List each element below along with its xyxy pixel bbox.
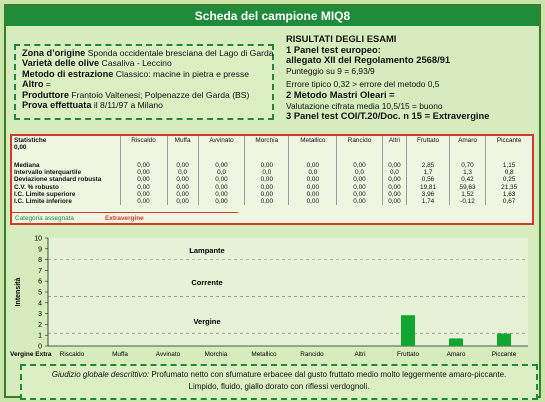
stats-cell: 0,00	[167, 191, 198, 198]
stats-cell: 0,00	[167, 184, 198, 191]
stats-cell: 0,00	[382, 184, 407, 191]
stats-cell: 0,00	[167, 176, 198, 183]
col-header: Morchia	[245, 136, 289, 156]
panel1-title: 1 Panel test europeo:	[286, 43, 381, 55]
stats-cell: 0,00	[198, 191, 245, 198]
stats-cell: 0,00	[337, 176, 382, 183]
stats-cell: 0,00	[167, 156, 198, 169]
x-tick-label: Amaro	[446, 351, 466, 358]
sample-info-box	[14, 44, 274, 120]
stats-cell: 0,25	[502, 176, 516, 184]
sample-card	[4, 4, 541, 398]
stats-cell: 0,00	[382, 176, 407, 183]
zone-label: Lampante	[189, 246, 225, 255]
panel1-error: Errore tipico 0,32 > errore del metodo 0,5	[286, 79, 440, 90]
producer: Produttore Frantoio Valtenesi; Polpenazze del Garda (BS)	[22, 89, 250, 100]
x-tick-label: Altri	[354, 351, 366, 358]
col-header: Piccante	[496, 137, 522, 144]
stats-cell: 0,0	[198, 169, 245, 176]
stats-cell: 0,0	[289, 169, 337, 176]
stats-corner: Statistiche 0,00	[12, 136, 120, 156]
stats-cell: 0,00	[289, 191, 337, 198]
stats-cell: 0,00	[245, 176, 289, 183]
stats-cell: 0,00	[120, 176, 167, 183]
col-header: Amaro	[449, 136, 486, 156]
stats-row	[12, 184, 532, 191]
stats-cell: 0,00	[337, 184, 382, 191]
bar	[497, 334, 511, 346]
col-header: Avvinato	[198, 136, 245, 156]
y-tick-label: 7	[38, 267, 42, 275]
stats-cell: 0,00	[289, 198, 337, 205]
col-header: Altri	[382, 136, 407, 156]
y-axis-label: Intensità	[15, 277, 22, 307]
stats-cell: 0,00	[167, 198, 198, 205]
extraction-method: Metodo di estrazione Classico: macine in pietra e presse	[22, 68, 250, 79]
stats-cell: 0,00	[289, 184, 337, 191]
origin-zone: Zona d’origine Sponda occidentale bresciana del Lago di Garda	[22, 48, 274, 58]
corner-label: Vergine Extra	[10, 351, 52, 358]
stats-cell: 0,00	[120, 198, 167, 205]
other-info: Altro =	[22, 79, 51, 90]
stats-cell: 0,00	[337, 156, 382, 169]
stats-cell: 0,70	[449, 156, 486, 169]
col-header: Fruttato	[407, 136, 449, 156]
x-tick-label: Metallico	[251, 351, 277, 358]
col-header: Muffa	[167, 136, 198, 156]
zone-label: Vergine	[193, 317, 221, 326]
col-header: Metallico	[289, 136, 337, 156]
stats-row-label: C.V. % robusto	[12, 184, 120, 191]
stats-cell: 0,0	[382, 169, 407, 176]
stats-cell: 21,35	[501, 183, 518, 191]
stats-cell: 0,42	[449, 176, 486, 183]
y-tick-label: 1	[38, 332, 42, 340]
col-header: Rancido	[337, 136, 382, 156]
stats-cell: 59,63	[449, 184, 486, 191]
stats-cell: 0,00	[120, 169, 167, 176]
stats-cell: 0,00	[289, 176, 337, 183]
stats-row-label: Deviazione standard robusta	[12, 176, 120, 183]
stats-cell: 1,3	[449, 169, 486, 176]
stats-cell: -0,12	[449, 198, 486, 205]
stats-cell: 0,00	[245, 156, 289, 169]
test-performed: Prova effettuata il 8/11/97 a Milano	[22, 100, 163, 111]
stats-cell: 0,56	[407, 176, 449, 183]
global-judgement-box	[20, 364, 538, 400]
stats-cell: 0,00	[120, 184, 167, 191]
olive-variety: Varietà delle olive Casaliva - Leccino	[22, 58, 172, 69]
judgement-line-2: Limpido, fluido, giallo dorato con riflessi verdognoli.	[188, 382, 370, 391]
stats-row-label: I.C. Limite inferiore	[12, 198, 120, 205]
y-tick-label: 9	[38, 246, 42, 254]
statistics-table	[10, 134, 534, 225]
stats-cell: 3,96	[407, 191, 449, 198]
method2-title: 2 Metodo Mastri Oleari =	[286, 88, 395, 100]
y-tick-label: 6	[38, 278, 42, 286]
y-tick-label: 3	[38, 311, 42, 319]
stats-row	[12, 191, 532, 198]
stats-row	[12, 169, 532, 176]
y-tick-label: 4	[38, 300, 42, 308]
category-value: Extravergine	[105, 215, 144, 222]
stats-cell: 1,52	[449, 191, 486, 198]
y-tick-label: 5	[38, 289, 42, 297]
intensity-bar-chart	[10, 228, 534, 360]
stats-cell: 0,00	[198, 184, 245, 191]
stats-cell: 1,15	[502, 162, 516, 169]
bar	[401, 315, 415, 346]
stats-cell: 0,0	[245, 169, 289, 176]
results-heading: RISULTATI DEGLI ESAMI	[286, 33, 397, 44]
y-tick-label: 10	[34, 235, 42, 243]
panel3-result: 3 Panel test COI/T.20/Doc. n 15 = Extravergine	[286, 110, 490, 122]
stats-row-label: Intervallo interquartile	[12, 169, 120, 176]
stats-cell: 1,74	[407, 198, 449, 205]
stats-cell: 1,63	[502, 190, 516, 198]
stats-cell: 0,00	[382, 156, 407, 169]
col-header: Riscaldo	[120, 136, 167, 156]
stats-cell: 0,8	[504, 169, 514, 177]
x-tick-label: Riscaldo	[59, 351, 85, 358]
panel1-subtitle: allegato XII del Regolamento 2568/91	[286, 54, 451, 66]
stats-cell: 0,00	[337, 198, 382, 205]
y-tick-label: 0	[38, 343, 42, 351]
stats-cell: 0,00	[198, 176, 245, 183]
panel1-score: Punteggio su 9 = 6,93/9	[286, 65, 375, 76]
plot-area	[48, 238, 528, 346]
stats-row	[12, 156, 532, 169]
stats-cell: 2,85	[407, 156, 449, 169]
zone-label: Corrente	[191, 278, 223, 287]
stats-row-label: I.C. Limite superiore	[12, 191, 120, 198]
x-tick-label: Avvinato	[155, 351, 181, 358]
x-tick-label: Fruttato	[396, 351, 420, 358]
x-tick-label: Morchia	[204, 351, 228, 358]
x-tick-label: Muffa	[112, 351, 128, 358]
category-row	[12, 212, 238, 224]
stats-cell: 0,00	[382, 198, 407, 205]
stats-cell: 0,00	[245, 198, 289, 205]
card-title: Scheda del campione MIQ8	[6, 6, 539, 26]
exam-results	[286, 34, 541, 122]
stats-cell: 19,81	[407, 184, 449, 191]
stats-cell: 0,0	[337, 169, 382, 176]
stats-cell: 0,00	[289, 156, 337, 169]
stats-row-label: Mediana	[12, 156, 120, 169]
x-tick-label: Piccante	[491, 351, 517, 358]
bar	[449, 338, 463, 346]
judgement-line-1: Giudizio globale descrittivo: Profumato netto con sfumature erbacee dal gusto fruttato medio molto leggermente amaro-piccante.	[51, 370, 507, 379]
method2-value: Valutazione cifrata media 10,5/15 = buono	[286, 100, 443, 111]
y-tick-label: 2	[38, 321, 42, 329]
stats-cell: 0,00	[382, 191, 407, 198]
stats-cell: 0,00	[198, 156, 245, 169]
stats-row	[12, 198, 532, 205]
stats-cell: 0,00	[120, 191, 167, 198]
stats-cell: 0,0	[167, 169, 198, 176]
category-label: Categoria assegnata	[15, 215, 74, 222]
stats-cell: 0,00	[245, 184, 289, 191]
stats-header-row	[12, 136, 532, 156]
stats-cell: 0,00	[337, 191, 382, 198]
stats-cell: 0,00	[198, 198, 245, 205]
stats-cell: 0,00	[120, 156, 167, 169]
stats-row	[12, 176, 532, 183]
stats-cell: 0,00	[245, 191, 289, 198]
y-tick-label: 8	[38, 257, 42, 265]
judgement-label: Giudizio globale descrittivo:	[51, 370, 150, 379]
stats-cell: 0,67	[502, 198, 516, 206]
x-tick-label: Rancido	[300, 351, 324, 358]
stats-cell: 1,7	[407, 169, 449, 176]
